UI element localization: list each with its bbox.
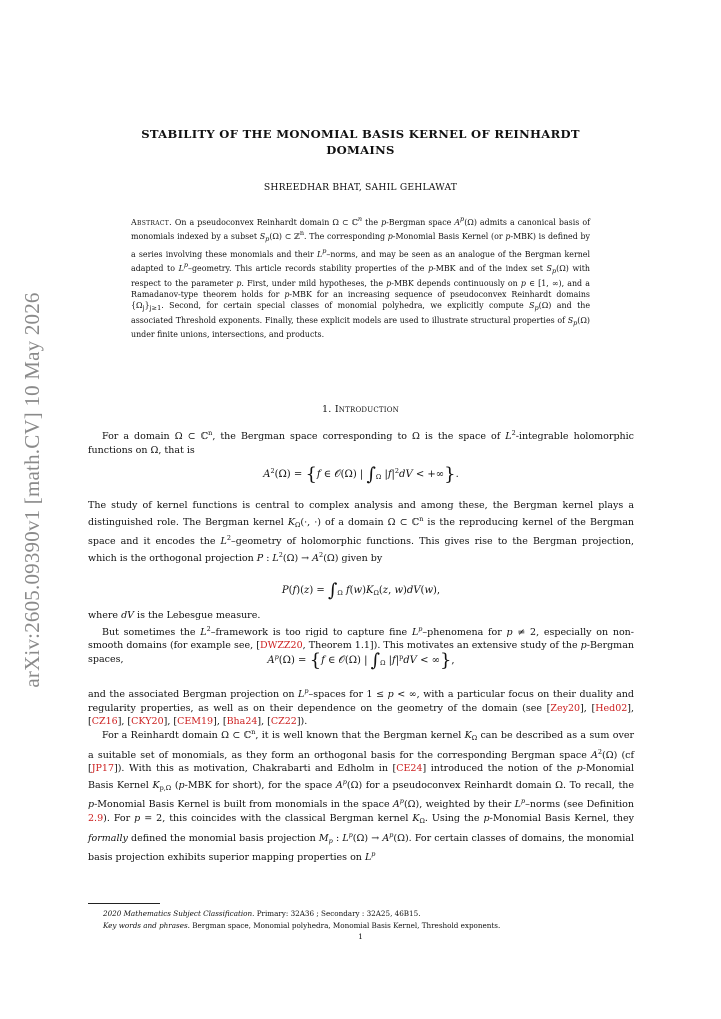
- footnote-rule: [88, 903, 160, 904]
- equation-bergman-projection: $P(f)(z) = \int_\Omega$ $f(w)K_\Omega(z$, w)dV(w),: [281, 580, 441, 601]
- keywords-label: Key words and phrases.: [103, 921, 190, 930]
- paragraph-lp: where dV is the Lebesgue measure. But sometimes the $L^2$–framework is too rigid to capture fine $L^p$–phenomena for p ≠ 2, especially on non-smooth domains (for example see, [DWZZ20, Theorem 1.1]). This motivates an extensive study of the p-Bergman spaces,: [88, 610, 635, 665]
- citation-cem19[interactable]: CEM19: [177, 716, 214, 728]
- abstract-label: Abstract.: [131, 218, 172, 227]
- msc-label: 2020 Mathematics Subject Classification.: [103, 909, 255, 918]
- footnote-keywords: [103, 920, 643, 931]
- paper-title: [88, 126, 633, 158]
- citation-jp17[interactable]: JP17: [91, 763, 115, 775]
- section-number: 1.: [322, 404, 332, 415]
- arxiv-identifier-stamp: arXiv:2605.09390v1 [math.CV] 10 May 2026: [20, 292, 44, 688]
- footnote-msc: [103, 908, 643, 919]
- citation-hed02[interactable]: Hed02: [595, 702, 628, 714]
- reference-definition[interactable]: 2.9: [88, 812, 104, 824]
- title-line-2: DOMAINS: [326, 143, 395, 157]
- citation-cky20[interactable]: CKY20: [131, 716, 164, 728]
- abstract: Abstract. On a pseudoconvex Reinhardt domain Ω ⊂ ℂ$^n$ the p-Bergman space $A^p(\Omega)$ admits a canonical basis of monomials indexed by a subset $S_p(\Omega)$ ⊂ ℤ$^n$. The corresponding p-Monomial Basis Kernel (or p-MBK) is defined by a series involving these monomials and their $L^p$–norms, and may be seen as an analogue of the Bergman kernel adapted to $L^p$–geometry. This article records stability properties of the p-MBK and of the index set $S_p(\Omega)$ with respect to the parameter p. First, under mild hypotheses, the p-MBK depends continuously on p ∈ [1, ∞), and a Ramadanov-type theorem holds for p-MBK for an increasing sequence of pseudoconvex Reinhardt domains $\{\Omega_j\}_{j\ge 1}$. Second, for certain special classes of monomial polyhedra, we explicitly compute $S_p(\Omega)$ and the associated Threshold exponents. Finally, these explicit models are used to illustrate structural properties of $S_p(\Omega)$ under finite unions, intersections, and products.: [131, 215, 591, 340]
- section-title: Introduction: [334, 404, 399, 415]
- citation-bha24[interactable]: Bha24: [226, 716, 258, 728]
- author-list: SHREEDHAR BHAT, SAHIL GEHLAWAT: [263, 182, 458, 193]
- citation-dwzz20[interactable]: DWZZ20: [259, 640, 303, 652]
- paragraph-kernel: The study of kernel functions is central to complex analysis and among these, the Bergman kernel plays a distinguished role. The Bergman kernel $K_\Omega(\cdot$, ·) of a domain Ω ⊂ ℂ$^n$ is the reproducing kernel of the Bergman space and it encodes the $L^2$–geometry of holomorphic functions. This gives rise to the Bergman projection, which is the orthogonal projection P : $L^2(\Omega) \to A^2(\Omega)$ given by: [88, 500, 634, 564]
- page-number: 1: [358, 932, 363, 941]
- citation-cz16[interactable]: CZ16: [91, 716, 118, 728]
- equation-bergman-space: $A^2(\Omega) = \{f$ ∈ 𝒪(Ω) | $\int_\Omega$ $|f|^2dV$ < +∞}.: [263, 464, 459, 485]
- citation-zey20[interactable]: Zey20: [550, 702, 581, 714]
- paragraph-duality: and the associated Bergman projection on $L^p$–spaces for 1 ≤ p < ∞, with a particular focus on their duality and regularity properties, as well as on their dependence on the geometry of the domain (see [Zey20], [Hed02], [CZ16], [CKY20], [CEM19], [Bha24], [CZ22]).: [88, 687, 635, 728]
- equation-p-bergman-space: $A^p(\Omega) = \{f$ ∈ 𝒪(Ω) | $\int_\Omega$ $|f|^pdV$ < ∞},: [267, 650, 455, 671]
- paragraph-intro: For a domain Ω ⊂ ℂ$^n$, the Bergman space corresponding to Ω is the space of $L^2$-integrable holomorphic functions on Ω, that is: [88, 429, 634, 456]
- citation-cz22[interactable]: CZ22: [270, 716, 297, 728]
- title-line-1: STABILITY OF THE MONOMIAL BASIS KERNEL OF REINHARDT: [141, 127, 580, 141]
- paragraph-reinhardt: For a Reinhardt domain Ω ⊂ ℂ$^n$, it is well known that the Bergman kernel $K_\Omega$ can be described as a sum over a suitable set of monomials, as they form an orthogonal basis for the corresponding Bergman space $A^2(\Omega)$ (cf [JP17]). With this as motivation, Chakrabarti and Edholm in [CE24] introduced the notion of the p-Monomial Basis Kernel $K_{p,\Omega}$ (p-MBK for short), for the space $A^p(\Omega)$ for a pseudoconvex Reinhardt domain Ω. To recall, the p-Monomial Basis Kernel is built from monomials in the space $A^p(\Omega)$, weighted by their $L^p$–norms (see Definition 2.9). For p = 2, this coincides with the classical Bergman kernel $K_\Omega$. Using the p-Monomial Basis Kernel, they formally defined the monomial basis projection $M_p$ : $L^p(\Omega) \to A^p(\Omega)$. For certain classes of domains, the monomial basis projection exhibits superior mapping properties on $L^p$: [88, 728, 635, 864]
- msc-text: Primary: 32A36 ; Secondary : 32A25, 46B15.: [256, 909, 421, 918]
- keywords-text: Bergman space, Monomial polyhedra, Monomial Basis Kernel, Threshold exponents.: [192, 921, 501, 930]
- citation-ce24[interactable]: CE24: [396, 763, 423, 775]
- section-heading: [88, 404, 633, 415]
